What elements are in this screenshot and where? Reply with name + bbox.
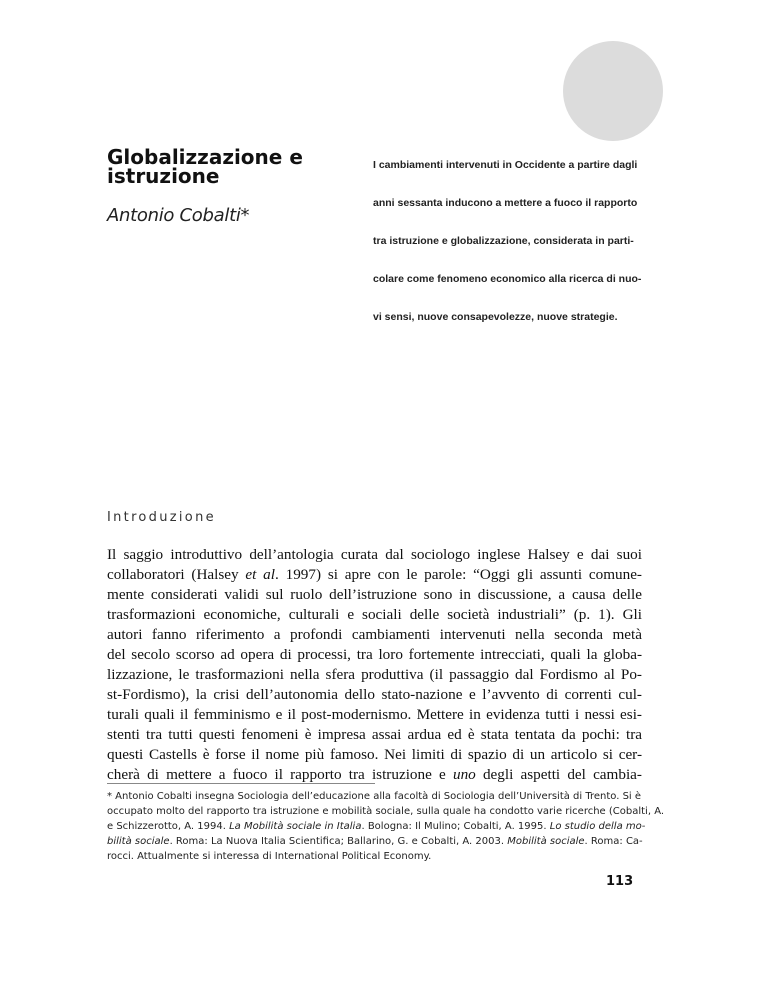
footnote-italic-segment: Mobilità sociale [507, 836, 585, 847]
footnote-italic-segment: La Mobilità sociale in Italia [229, 821, 362, 832]
body-line: st-Fordismo), la crisi dell’autonomia dello stato-nazione e l’avvento di correnti cul- [107, 686, 642, 703]
body-paragraph [107, 545, 642, 785]
footnote-divider [107, 783, 375, 784]
body-line: del secolo scorso ad opera di processi, tra loro fortemente intrecciati, quali la globa- [107, 646, 642, 663]
body-line: autori fanno riferimento a profondi cambiamenti intervenuti nella seconda metà [107, 626, 642, 643]
abstract [373, 146, 645, 336]
body-line: stenti tra tutti questi fenomeni è impresa assai ardua ed è stata tentata da pochi: tra [107, 726, 642, 743]
abstract-line: colare come fenomeno economico alla ricerca di nuo- [373, 273, 642, 285]
footnote-line: occupato molto del rapporto tra istruzione e mobilità sociale, sulla quale ha condotto varie ricerche (Cobalti, A. [107, 806, 665, 817]
body-italic-segment: et al [245, 566, 275, 583]
abstract-line: tra istruzione e globalizzazione, considerata in parti- [373, 235, 634, 247]
article-author: Antonio Cobalti* [107, 205, 250, 226]
section-heading: Introduzione [107, 510, 216, 525]
footnote-line: * Antonio Cobalti insegna Sociologia dell’educazione alla facoltà di Sociologia dell’Università di Trento. Si è [107, 791, 642, 802]
footnote-italic-segment: Lo studio della mo- [549, 821, 646, 832]
body-line: turali quali il femminismo e il post-modernismo. Mettere in evidenza tutti i nessi esi- [107, 706, 642, 723]
footnote-text-segment: . Bologna: Il Mulino; Cobalti, A. 1995. [361, 821, 550, 832]
body-line: trasformazioni economiche, culturali e sociali delle società industriali” (p. 1). Gli [107, 606, 642, 623]
body-line: lizzazione, le trasformazioni nella sfera produttiva (il passaggio dal Fordismo al Po- [107, 666, 642, 683]
body-text-segment: cherà di mettere a fuoco il rapporto tra istruzione e [107, 766, 453, 783]
body-text-segment: . 1997) si apre con le parole: “Oggi gli assunti comune- [275, 566, 642, 583]
footnote [107, 789, 665, 864]
decorative-circle [563, 41, 663, 141]
body-italic-segment: uno [452, 766, 476, 783]
footnote-text-segment: . Roma: Ca- [584, 836, 643, 847]
abstract-line: anni sessanta inducono a mettere a fuoco il rapporto [373, 197, 638, 209]
footnote-text-segment: e Schizzerotto, A. 1994. [107, 821, 230, 832]
body-line [107, 565, 642, 585]
body-line: Il saggio introduttivo dell’antologia curata dal sociologo inglese Halsey e dai suoi [107, 546, 642, 563]
title-line-1: Globalizzazione e [107, 145, 303, 169]
abstract-line: I cambiamenti intervenuti in Occidente a partire dagli [373, 159, 638, 171]
title-line-2: istruzione [107, 164, 220, 188]
footnote-line [107, 819, 646, 834]
body-text-segment: collaboratori (Halsey [107, 566, 246, 583]
article-title [107, 145, 347, 188]
page-number: 113 [606, 874, 634, 889]
footnote-line: rocci. Attualmente si interessa di International Political Economy. [107, 851, 432, 862]
footnote-italic-segment: bilità sociale [107, 836, 170, 847]
body-line: questi Castells è forse il nome più famoso. Nei limiti di spazio di un articolo si cer- [107, 746, 642, 763]
footnote-text-segment: . Roma: La Nuova Italia Scientifica; Ballarino, G. e Cobalti, A. 2003. [169, 836, 508, 847]
body-line: mente considerati validi sul ruolo dell’istruzione sono in discussione, a causa delle [107, 586, 642, 603]
body-text-segment: degli aspetti del cambia- [475, 766, 642, 783]
body-line [107, 765, 642, 785]
abstract-line: vi sensi, nuove consapevolezze, nuove strategie. [373, 311, 618, 323]
footnote-line [107, 834, 642, 849]
